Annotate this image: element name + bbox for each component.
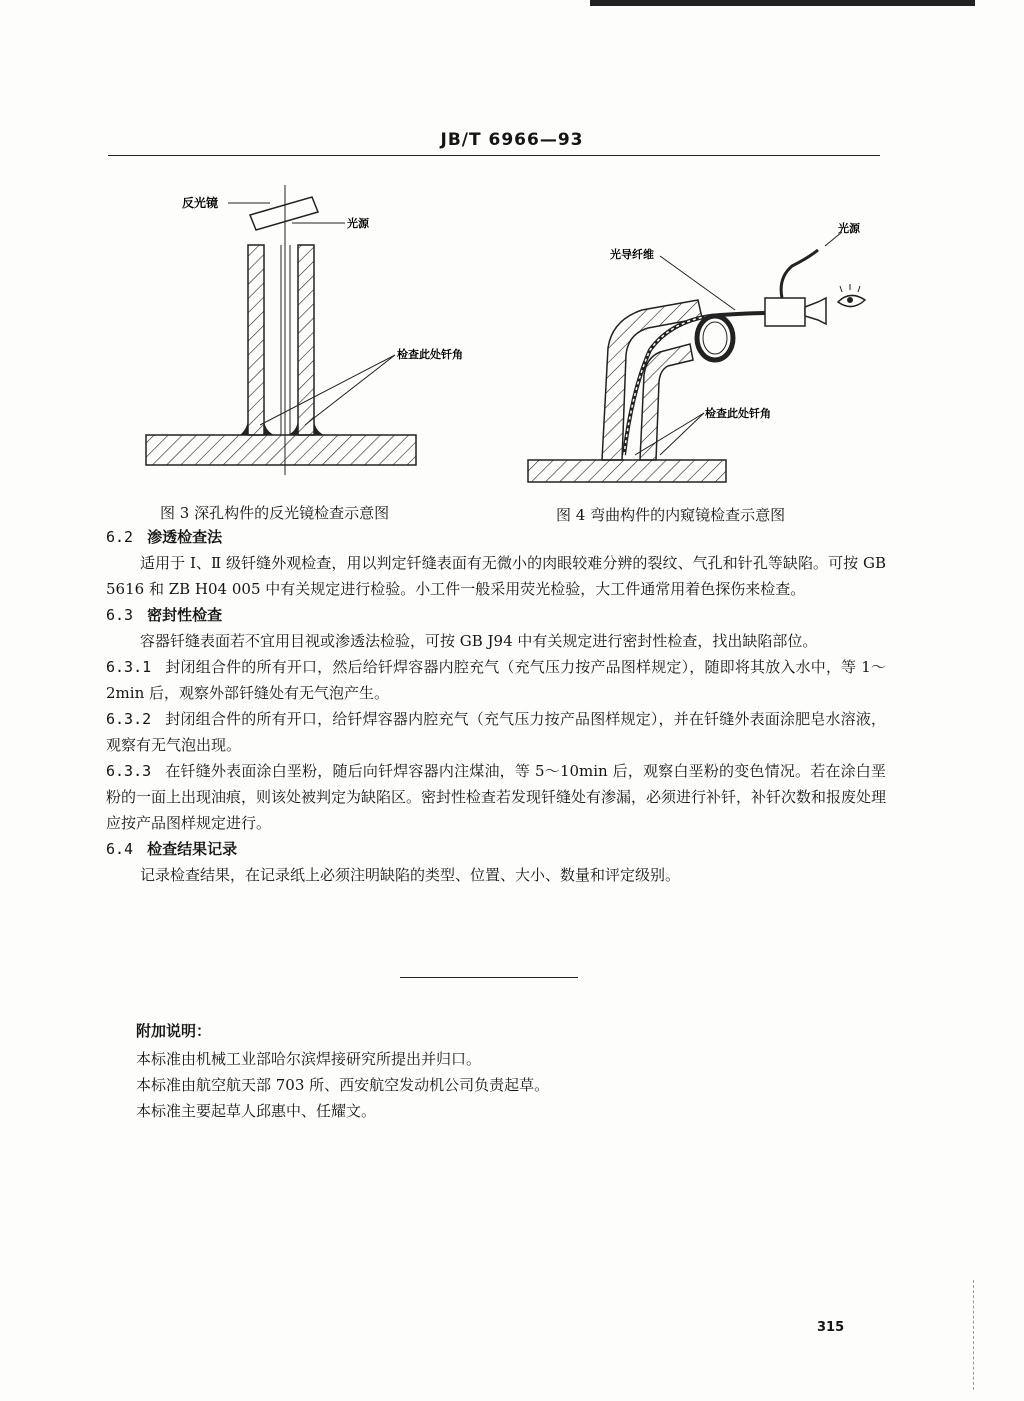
figure-3-mirror-diagram — [140, 180, 463, 480]
section-6-2-body: 适用于 Ⅰ、Ⅱ 级钎缝外观检查，用以判定钎缝表面有无微小的肉眼较难分辨的裂纹、气孔和针孔等缺陷。可按 GB 5616 和 ZB H04 005 中有关规定进行检验。小工件一般采用荧光检验，大工件通常用着色探伤来检查。 — [106, 554, 886, 598]
notes-line: 本标准由航空航天部 703 所、西安航空发动机公司负责起草。 — [136, 1076, 550, 1094]
light-source-label: 光源 — [838, 222, 860, 235]
main-content — [106, 524, 886, 888]
scan-edge-mark — [973, 1280, 974, 1390]
figure-4-endoscope-diagram — [520, 210, 900, 490]
notes-line: 本标准主要起草人邱惠中、任耀文。 — [136, 1102, 377, 1120]
page-number: 315 — [817, 1320, 845, 1335]
section-6-2-heading: 6.2 渗透检查法 — [106, 528, 223, 546]
additional-notes — [136, 1018, 876, 1124]
optical-fiber-label: 光导纤维 — [610, 248, 654, 261]
notes-title: 附加说明： — [136, 1022, 212, 1040]
mirror-label: 反光镜 — [182, 196, 219, 210]
section-6-3-heading: 6.3 密封性检查 — [106, 606, 223, 624]
check-fillet-label: 检查此处钎角 — [705, 407, 771, 420]
document-code-header: JB/T 6966—93 — [440, 130, 584, 150]
header-rule — [108, 155, 880, 156]
section-6-3-3: 6.3.3 在钎缝外表面涂白垩粉，随后向钎焊容器内注煤油，等 5～10min 后，观察白垩粉的变色情况。若在涂白垩粉的一面上出现油痕，则该处被判定为缺陷区。密封性检查若发现钎缝处有渗漏，必须进行补钎，补钎次数和报废处理应按产品图样规定进行。 — [106, 762, 887, 832]
check-fillet-label: 检查此处钎角 — [397, 348, 463, 361]
notes-line: 本标准由机械工业部哈尔滨焊接研究所提出并归口。 — [136, 1050, 482, 1068]
section-6-3-2: 6.3.2 封闭组合件的所有开口，给钎焊容器内腔充气（充气压力按产品图样规定），并在钎缝外表面涂肥皂水溶液，观察有无气泡出现。 — [106, 710, 886, 754]
section-6-4-heading: 6.4 检查结果记录 — [106, 840, 238, 858]
end-rule — [400, 977, 578, 978]
section-6-4-body: 记录检查结果，在记录纸上必须注明缺陷的类型、位置、大小、数量和评定级别。 — [140, 866, 681, 884]
figure-4-caption: 图 4 弯曲构件的内窥镜检查示意图 — [556, 506, 786, 524]
light-source-label: 光源 — [347, 217, 369, 230]
figure-3-caption: 图 3 深孔构件的反光镜检查示意图 — [160, 504, 390, 522]
section-6-3-1: 6.3.1 封闭组合件的所有开口，然后给钎焊容器内腔充气（充气压力按产品图样规定），随即将其放入水中，等 1～2min 后，观察外部钎缝处有无气泡产生。 — [106, 658, 886, 702]
scan-top-edge — [590, 0, 975, 6]
section-6-3-body: 容器钎缝表面若不宜用目视或渗透法检验，可按 GB J94 中有关规定进行密封性检查，找出缺陷部位。 — [140, 632, 818, 650]
